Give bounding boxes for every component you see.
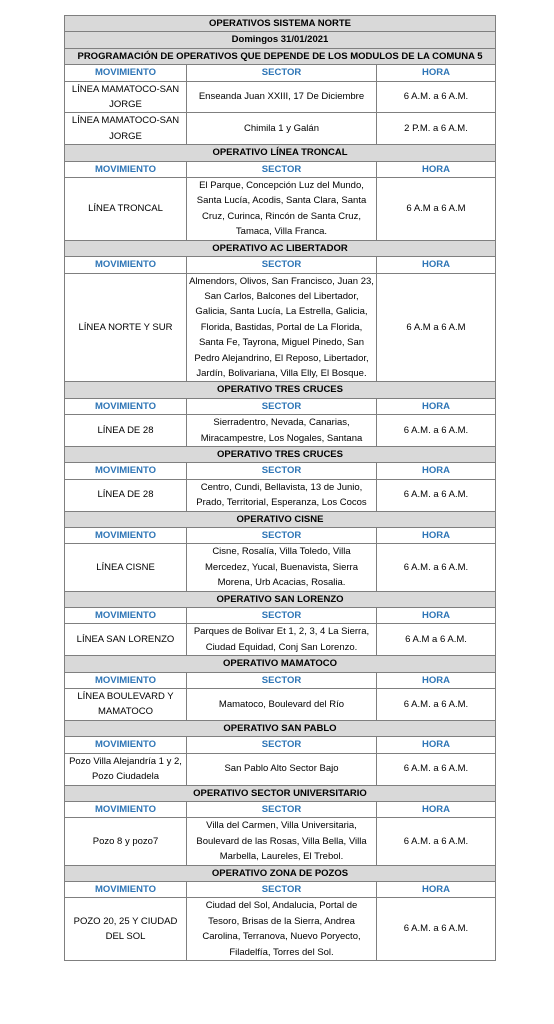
hora-cell: 6 A.M. a 6 A.M. bbox=[377, 81, 496, 113]
hora-cell: 6 A.M a 6 A.M bbox=[377, 178, 496, 241]
header-sector: SECTOR bbox=[187, 608, 377, 624]
section-title-row bbox=[65, 865, 496, 881]
header-hora: HORA bbox=[377, 161, 496, 177]
section-title-row bbox=[65, 446, 496, 462]
program-note: PROGRAMACIÓN DE OPERATIVOS QUE DEPENDE DE LOS MODULOS DE LA COMUNA 5 bbox=[65, 48, 496, 64]
column-header-row bbox=[65, 672, 496, 688]
movimiento-cell: POZO 20, 25 Y CIUDAD DEL SOL bbox=[65, 898, 187, 961]
hora-cell: 6 A.M a 6 A.M bbox=[377, 273, 496, 382]
table-row bbox=[65, 273, 496, 382]
movimiento-cell: LÍNEA MAMATOCO-SAN JORGE bbox=[65, 113, 187, 145]
section-title-row bbox=[65, 511, 496, 527]
hora-cell: 6 A.M. a 6 A.M. bbox=[377, 898, 496, 961]
section-title: OPERATIVO SAN LORENZO bbox=[65, 591, 496, 607]
column-header-row bbox=[65, 257, 496, 273]
movimiento-cell: LÍNEA BOULEVARD Y MAMATOCO bbox=[65, 689, 187, 721]
header-movimiento: MOVIMIENTO bbox=[65, 801, 187, 817]
table-row bbox=[65, 753, 496, 785]
hora-cell: 2 P.M. a 6 A.M. bbox=[377, 113, 496, 145]
section-title-row bbox=[65, 145, 496, 161]
section-title: OPERATIVO SECTOR UNIVERSITARIO bbox=[65, 785, 496, 801]
operativos-table bbox=[64, 15, 496, 961]
section-title: OPERATIVO CISNE bbox=[65, 511, 496, 527]
header-hora: HORA bbox=[377, 801, 496, 817]
hora-cell: 6 A.M a 6 A.M. bbox=[377, 624, 496, 656]
table-row bbox=[65, 544, 496, 591]
hora-cell: 6 A.M. a 6 A.M. bbox=[377, 753, 496, 785]
header-hora: HORA bbox=[377, 257, 496, 273]
column-header-row bbox=[65, 463, 496, 479]
sector-cell: Chimila 1 y Galán bbox=[187, 113, 377, 145]
section-title-row bbox=[65, 240, 496, 256]
section-title: OPERATIVO LÍNEA TRONCAL bbox=[65, 145, 496, 161]
movimiento-cell: Pozo 8 y pozo7 bbox=[65, 818, 187, 865]
movimiento-cell: LÍNEA NORTE Y SUR bbox=[65, 273, 187, 382]
document-title: OPERATIVOS SISTEMA NORTE bbox=[65, 16, 496, 32]
table-row bbox=[65, 898, 496, 961]
header-hora: HORA bbox=[377, 398, 496, 414]
header-movimiento: MOVIMIENTO bbox=[65, 881, 187, 897]
header-movimiento: MOVIMIENTO bbox=[65, 161, 187, 177]
sector-cell: Enseanda Juan XXIII, 17 De Diciembre bbox=[187, 81, 377, 113]
sector-cell: El Parque, Concepción Luz del Mundo, Santa Lucía, Acodis, Santa Clara, Santa Cruz, Curinca, Rincón de Santa Cruz, Tamaca, Villa Franca. bbox=[187, 178, 377, 241]
hora-cell: 6 A.M. a 6 A.M. bbox=[377, 544, 496, 591]
sector-cell: Sierradentro, Nevada, Canarias, Miracampestre, Los Nogales, Santana bbox=[187, 415, 377, 447]
header-movimiento: MOVIMIENTO bbox=[65, 463, 187, 479]
header-hora: HORA bbox=[377, 737, 496, 753]
table-row bbox=[65, 178, 496, 241]
header-movimiento: MOVIMIENTO bbox=[65, 65, 187, 81]
sector-cell: Cisne, Rosalía, Villa Toledo, Villa Mercedez, Yucal, Buenavista, Sierra Morena, Urb Acacias, Rosalia. bbox=[187, 544, 377, 591]
column-header-row bbox=[65, 737, 496, 753]
movimiento-cell: LÍNEA CISNE bbox=[65, 544, 187, 591]
sector-cell: Almendors, Olivos, San Francisco, Juan 23, San Carlos, Balcones del Libertador, Galicia, Santa Lucía, La Estrella, Galicia, Florida, Bastidas, Portal de La Florida, Santa Fe, Tayrona, Miguel Pinedo, San Pedro Alejandrino, El Reposo, Libertador, Jardín, Bolivariana, Villa Elly, El Bosque. bbox=[187, 273, 377, 382]
header-movimiento: MOVIMIENTO bbox=[65, 257, 187, 273]
column-header-row bbox=[65, 161, 496, 177]
header-movimiento: MOVIMIENTO bbox=[65, 737, 187, 753]
header-movimiento: MOVIMIENTO bbox=[65, 608, 187, 624]
section-title-row bbox=[65, 785, 496, 801]
header-sector: SECTOR bbox=[187, 463, 377, 479]
header-sector: SECTOR bbox=[187, 881, 377, 897]
column-header-row bbox=[65, 528, 496, 544]
header-movimiento: MOVIMIENTO bbox=[65, 398, 187, 414]
document-date: Domingos 31/01/2021 bbox=[65, 32, 496, 48]
section-title: OPERATIVO SAN PABLO bbox=[65, 720, 496, 736]
sector-cell: Centro, Cundi, Bellavista, 13 de Junio, Prado, Territorial, Esperanza, Los Cocos bbox=[187, 479, 377, 511]
header-sector: SECTOR bbox=[187, 528, 377, 544]
table-row bbox=[65, 818, 496, 865]
column-header-row bbox=[65, 398, 496, 414]
header-sector: SECTOR bbox=[187, 801, 377, 817]
header-hora: HORA bbox=[377, 608, 496, 624]
header-sector: SECTOR bbox=[187, 398, 377, 414]
movimiento-cell: LÍNEA MAMATOCO-SAN JORGE bbox=[65, 81, 187, 113]
table-row bbox=[65, 479, 496, 511]
header-sector: SECTOR bbox=[187, 65, 377, 81]
movimiento-cell: LÍNEA DE 28 bbox=[65, 415, 187, 447]
hora-cell: 6 A.M. a 6 A.M. bbox=[377, 415, 496, 447]
sector-cell: Mamatoco, Boulevard del Río bbox=[187, 689, 377, 721]
movimiento-cell: LÍNEA TRONCAL bbox=[65, 178, 187, 241]
table-row bbox=[65, 81, 496, 113]
header-hora: HORA bbox=[377, 528, 496, 544]
table-row bbox=[65, 113, 496, 145]
section-title: OPERATIVO TRES CRUCES bbox=[65, 382, 496, 398]
section-title-row bbox=[65, 720, 496, 736]
movimiento-cell: LÍNEA SAN LORENZO bbox=[65, 624, 187, 656]
header-sector: SECTOR bbox=[187, 737, 377, 753]
section-title: OPERATIVO TRES CRUCES bbox=[65, 446, 496, 462]
table-row bbox=[65, 624, 496, 656]
header-sector: SECTOR bbox=[187, 257, 377, 273]
table-row bbox=[65, 415, 496, 447]
movimiento-cell: Pozo Villa Alejandría 1 y 2, Pozo Ciudadela bbox=[65, 753, 187, 785]
header-movimiento: MOVIMIENTO bbox=[65, 528, 187, 544]
section-title-row bbox=[65, 382, 496, 398]
hora-cell: 6 A.M. a 6 A.M. bbox=[377, 479, 496, 511]
header-hora: HORA bbox=[377, 881, 496, 897]
section-title: OPERATIVO MAMATOCO bbox=[65, 656, 496, 672]
section-title-row bbox=[65, 591, 496, 607]
table-row bbox=[65, 689, 496, 721]
section-title: OPERATIVO ZONA DE POZOS bbox=[65, 865, 496, 881]
sector-cell: Villa del Carmen, Villa Universitaria, Boulevard de las Rosas, Villa Bella, Villa Marbella, Laureles, El Trebol. bbox=[187, 818, 377, 865]
column-header-row bbox=[65, 65, 496, 81]
header-hora: HORA bbox=[377, 672, 496, 688]
movimiento-cell: LÍNEA DE 28 bbox=[65, 479, 187, 511]
hora-cell: 6 A.M. a 6 A.M. bbox=[377, 689, 496, 721]
sector-cell: San Pablo Alto Sector Bajo bbox=[187, 753, 377, 785]
header-hora: HORA bbox=[377, 463, 496, 479]
sector-cell: Parques de Bolivar Et 1, 2, 3, 4 La Sierra, Ciudad Equidad, Conj San Lorenzo. bbox=[187, 624, 377, 656]
column-header-row bbox=[65, 881, 496, 897]
header-hora: HORA bbox=[377, 65, 496, 81]
hora-cell: 6 A.M. a 6 A.M. bbox=[377, 818, 496, 865]
header-sector: SECTOR bbox=[187, 161, 377, 177]
sector-cell: Ciudad del Sol, Andalucia, Portal de Tesoro, Brisas de la Sierra, Andrea Carolina, Terranova, Nuevo Poryecto, Filadelfía, Torres del Sol. bbox=[187, 898, 377, 961]
column-header-row bbox=[65, 608, 496, 624]
section-title-row bbox=[65, 656, 496, 672]
header-sector: SECTOR bbox=[187, 672, 377, 688]
header-movimiento: MOVIMIENTO bbox=[65, 672, 187, 688]
section-title: OPERATIVO AC LIBERTADOR bbox=[65, 240, 496, 256]
column-header-row bbox=[65, 801, 496, 817]
